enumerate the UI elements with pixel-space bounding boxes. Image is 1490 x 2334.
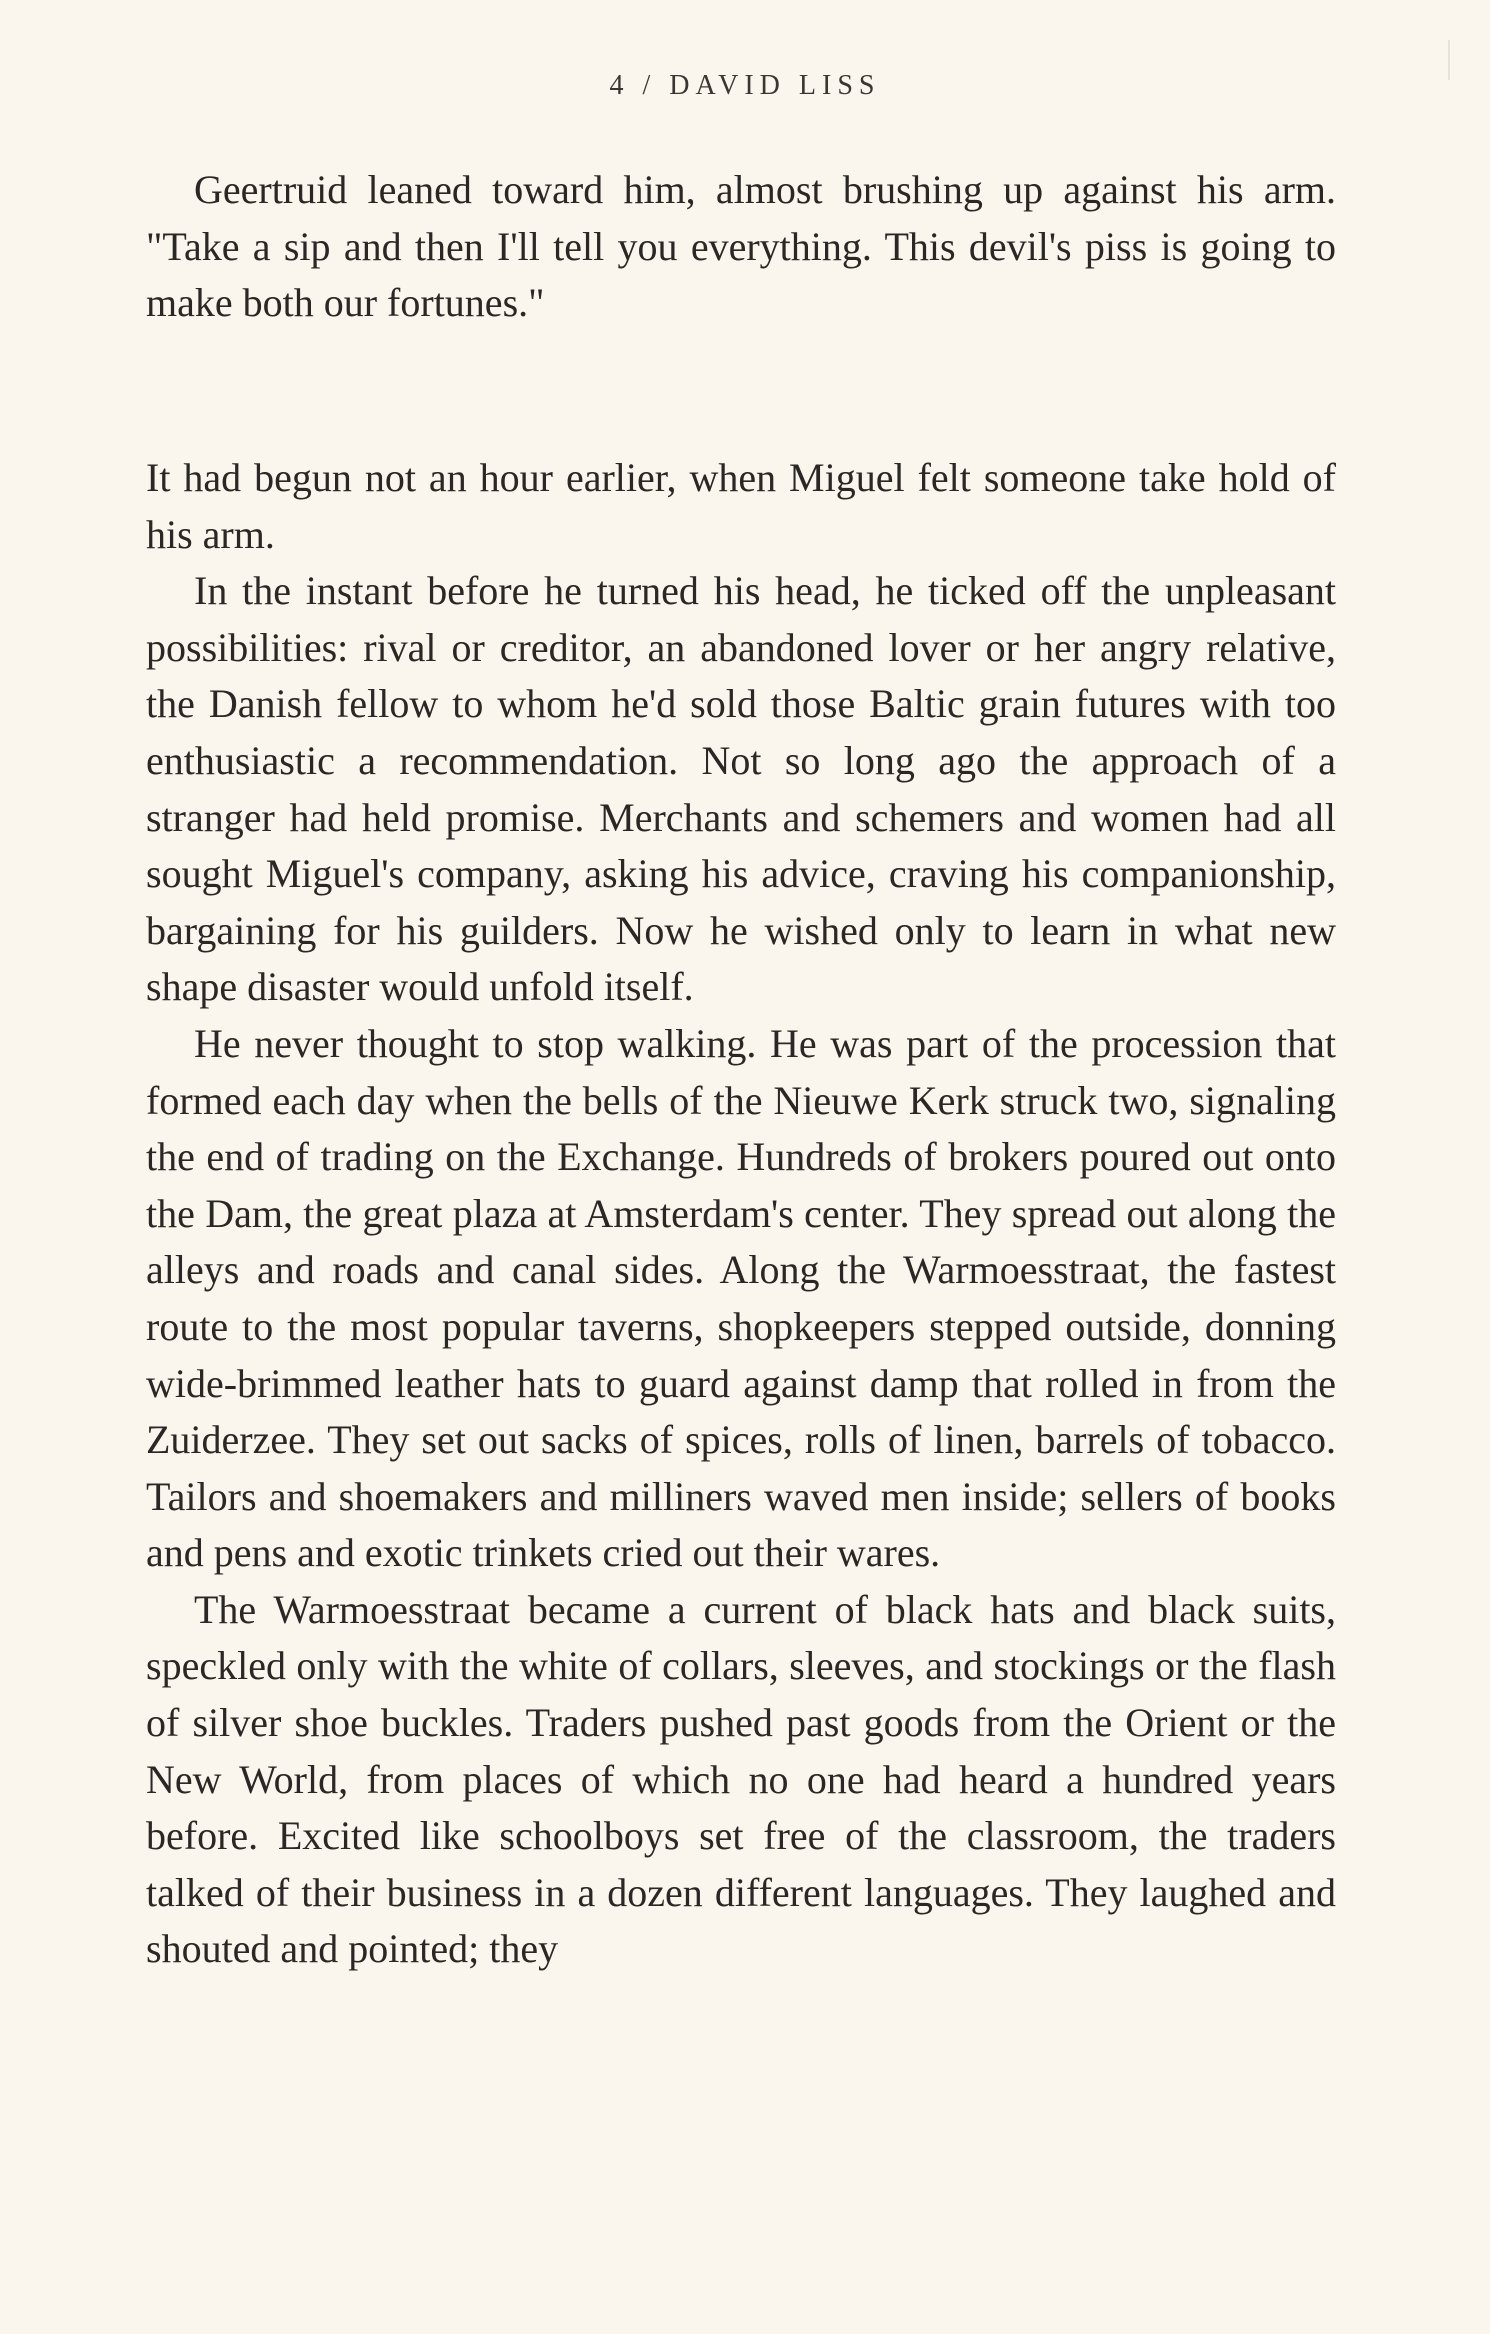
paragraph: He never thought to stop walking. He was part of the procession that formed each day when the bells of the Nieuwe Kerk struck two, signaling the end of trading on the Exchange. Hundreds of brokers poured out onto the Dam, the great plaza at Amsterdam's center. They spread out along the alleys and roads and canal sides. Along the Warmoesstraat, the fastest route to the most popular taverns, shopkeepers stepped outside, donning wide-brimmed leather hats to guard against damp that rolled in from the Zuiderzee. They set out sacks of spices, rolls of linen, barrels of tobacco. Tailors and shoemakers and milliners waved men inside; sellers of books and pens and exotic trinkets cried out their wares. bbox=[146, 1020, 1336, 1576]
paragraph: The Warmoesstraat became a current of black hats and black suits, speckled only with the white of collars, sleeves, and stockings or the flash of silver shoe buckles. Traders pushed past goods from the Orient or the New World, from places of which no one had heard a hundred years before. Excited like schoolboys set free of the classroom, the traders talked of their business in a dozen different languages. They laughed and shouted and pointed; they bbox=[146, 1586, 1336, 1972]
text-block-main bbox=[146, 450, 1336, 1978]
text-block-top bbox=[146, 162, 1336, 332]
paragraph: Geertruid leaned toward him, almost brushing up against his arm. "Take a sip and then I'll tell you everything. This devil's piss is going to make both our fortunes." bbox=[146, 167, 1336, 326]
paragraph: It had begun not an hour earlier, when Miguel felt someone take hold of his arm. bbox=[146, 455, 1336, 557]
running-head: 4 / DAVID LISS bbox=[609, 70, 881, 101]
paragraph: In the instant before he turned his head, he ticked off the unpleasant possibilities: rival or creditor, an abandoned lover or her angry relative, the Danish fellow to whom he'd sold those Baltic grain futures with too enthusiastic a recommendation. Not so long ago the approach of a stranger had held promise. Merchants and schemers and women had all sought Miguel's company, asking his advice, craving his companionship, bargaining for his guilders. Now he wished only to learn in what new shape disaster would unfold itself. bbox=[146, 568, 1336, 1010]
